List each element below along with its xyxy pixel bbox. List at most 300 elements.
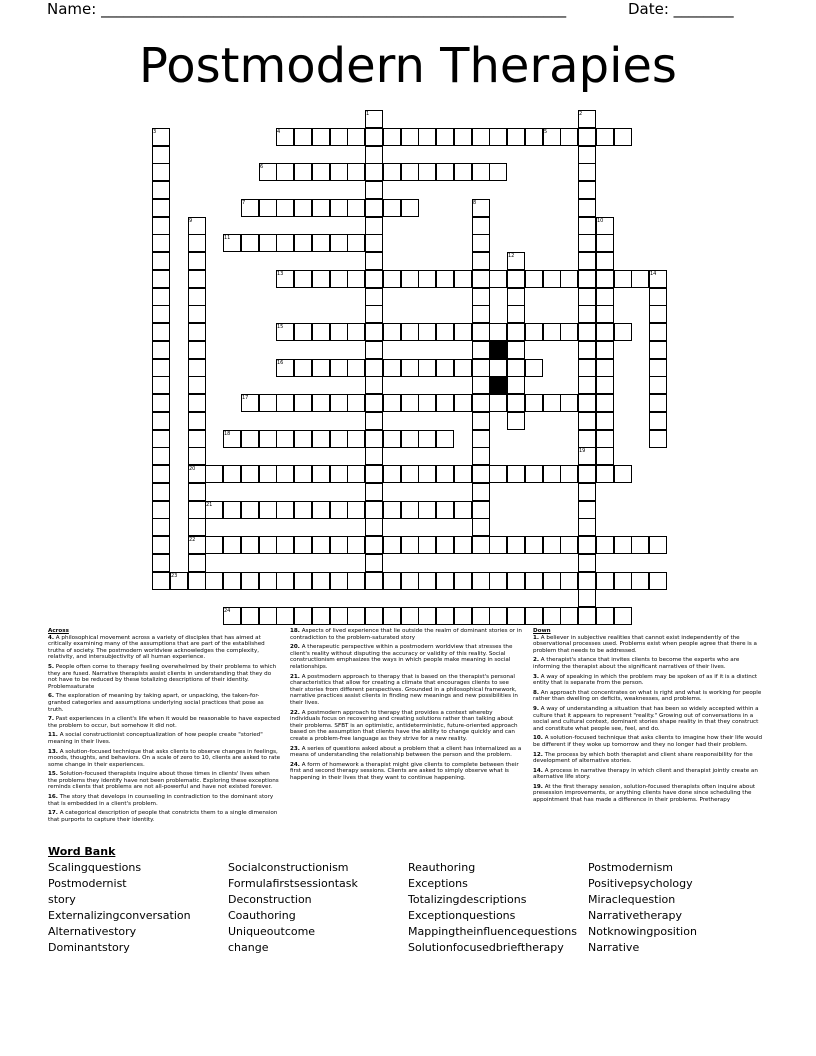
grid-cell[interactable] (188, 554, 206, 572)
grid-cell[interactable] (436, 501, 454, 519)
grid-cell[interactable] (578, 234, 596, 252)
grid-cell[interactable] (578, 252, 596, 270)
grid-cell[interactable] (276, 465, 294, 483)
grid-cell[interactable] (578, 359, 596, 377)
grid-cell[interactable] (347, 199, 365, 217)
grid-cell[interactable] (152, 288, 170, 306)
grid-cell[interactable] (347, 536, 365, 554)
grid-cell[interactable] (259, 501, 277, 519)
grid-cell[interactable] (649, 430, 667, 448)
grid-cell[interactable] (152, 217, 170, 235)
grid-cell[interactable] (188, 305, 206, 323)
grid-cell[interactable] (472, 270, 490, 288)
grid-cell[interactable] (188, 483, 206, 501)
grid-cell[interactable] (294, 430, 312, 448)
grid-cell[interactable] (472, 252, 490, 270)
grid-cell[interactable] (152, 146, 170, 164)
grid-cell[interactable] (401, 501, 419, 519)
grid-cell[interactable] (436, 323, 454, 341)
grid-cell[interactable] (152, 163, 170, 181)
grid-cell[interactable] (472, 430, 490, 448)
grid-cell[interactable] (152, 483, 170, 501)
grid-cell[interactable] (472, 483, 490, 501)
grid-cell[interactable] (489, 607, 507, 625)
grid-cell[interactable] (489, 359, 507, 377)
grid-cell[interactable] (347, 607, 365, 625)
grid-cell[interactable] (383, 394, 401, 412)
grid-cell[interactable] (472, 128, 490, 146)
grid-cell[interactable] (152, 234, 170, 252)
grid-cell[interactable] (205, 572, 223, 590)
grid-cell[interactable] (365, 146, 383, 164)
grid-cell[interactable] (383, 536, 401, 554)
grid-cell[interactable] (259, 199, 277, 217)
grid-cell[interactable] (294, 394, 312, 412)
grid-cell[interactable] (418, 128, 436, 146)
grid-cell[interactable] (241, 536, 259, 554)
grid-cell[interactable] (259, 465, 277, 483)
grid-cell[interactable] (223, 536, 241, 554)
grid-cell[interactable] (294, 572, 312, 590)
grid-cell[interactable] (188, 376, 206, 394)
grid-cell[interactable] (330, 359, 348, 377)
grid-cell[interactable] (365, 412, 383, 430)
grid-cell[interactable] (596, 412, 614, 430)
grid-cell[interactable] (418, 323, 436, 341)
grid-cell[interactable] (560, 323, 578, 341)
grid-cell[interactable] (560, 572, 578, 590)
grid-cell[interactable] (365, 217, 383, 235)
grid-cell[interactable] (365, 252, 383, 270)
grid-cell[interactable] (543, 536, 561, 554)
grid-cell[interactable] (507, 341, 525, 359)
grid-cell[interactable] (152, 554, 170, 572)
grid-cell[interactable] (312, 536, 330, 554)
grid-cell[interactable] (188, 288, 206, 306)
grid-cell[interactable] (276, 607, 294, 625)
grid-cell[interactable] (241, 430, 259, 448)
grid-cell[interactable] (418, 536, 436, 554)
grid-cell[interactable] (578, 181, 596, 199)
grid-cell[interactable] (152, 252, 170, 270)
grid-cell[interactable] (365, 199, 383, 217)
grid-cell[interactable] (223, 501, 241, 519)
grid-cell[interactable] (649, 288, 667, 306)
grid-cell[interactable] (649, 394, 667, 412)
grid-cell[interactable] (276, 234, 294, 252)
grid-cell[interactable] (489, 394, 507, 412)
grid-cell[interactable] (188, 412, 206, 430)
grid-cell[interactable] (347, 163, 365, 181)
grid-cell[interactable] (631, 572, 649, 590)
grid-cell[interactable] (330, 128, 348, 146)
grid-cell[interactable] (259, 430, 277, 448)
grid-cell[interactable] (401, 270, 419, 288)
grid-cell[interactable] (365, 430, 383, 448)
grid-cell[interactable] (525, 607, 543, 625)
grid-cell[interactable] (276, 394, 294, 412)
grid-cell[interactable] (152, 447, 170, 465)
grid-cell[interactable] (596, 270, 614, 288)
grid-cell[interactable] (436, 536, 454, 554)
grid-cell[interactable] (312, 199, 330, 217)
grid-cell[interactable] (472, 572, 490, 590)
grid-cell[interactable] (472, 536, 490, 554)
grid-cell[interactable] (365, 341, 383, 359)
grid-cell[interactable] (578, 430, 596, 448)
grid-cell[interactable] (472, 305, 490, 323)
grid-cell[interactable] (560, 607, 578, 625)
grid-cell[interactable] (330, 465, 348, 483)
grid-cell[interactable] (365, 234, 383, 252)
grid-cell[interactable] (596, 234, 614, 252)
grid-cell[interactable] (294, 465, 312, 483)
grid-cell[interactable] (152, 501, 170, 519)
grid-cell[interactable] (383, 163, 401, 181)
grid-cell[interactable] (365, 305, 383, 323)
grid-cell[interactable] (241, 501, 259, 519)
grid-cell[interactable] (401, 536, 419, 554)
grid-cell[interactable] (259, 394, 277, 412)
grid-cell[interactable] (543, 572, 561, 590)
grid-cell[interactable] (578, 572, 596, 590)
grid-cell[interactable] (507, 607, 525, 625)
grid-cell[interactable] (152, 341, 170, 359)
grid-cell[interactable] (312, 128, 330, 146)
grid-cell[interactable] (241, 465, 259, 483)
grid-cell[interactable] (596, 305, 614, 323)
grid-cell[interactable] (259, 572, 277, 590)
grid-cell[interactable] (276, 163, 294, 181)
grid-cell[interactable] (649, 572, 667, 590)
grid-cell[interactable] (188, 323, 206, 341)
grid-cell[interactable] (649, 323, 667, 341)
grid-cell[interactable] (347, 572, 365, 590)
grid-cell[interactable] (347, 323, 365, 341)
grid-cell[interactable] (578, 199, 596, 217)
grid-cell[interactable] (418, 430, 436, 448)
grid-cell[interactable] (383, 465, 401, 483)
grid-cell[interactable] (507, 394, 525, 412)
grid-cell[interactable] (649, 376, 667, 394)
grid-cell[interactable] (560, 270, 578, 288)
grid-cell[interactable] (418, 607, 436, 625)
grid-cell[interactable] (578, 518, 596, 536)
grid-cell[interactable] (401, 394, 419, 412)
grid-cell[interactable] (578, 412, 596, 430)
grid-cell[interactable] (649, 412, 667, 430)
grid-cell[interactable] (454, 359, 472, 377)
grid-cell[interactable] (188, 572, 206, 590)
grid-cell[interactable] (294, 607, 312, 625)
grid-cell[interactable] (401, 359, 419, 377)
grid-cell[interactable] (347, 430, 365, 448)
grid-cell[interactable] (578, 146, 596, 164)
grid-cell[interactable] (578, 465, 596, 483)
grid-cell[interactable] (454, 572, 472, 590)
grid-cell[interactable] (489, 270, 507, 288)
grid-cell[interactable] (312, 607, 330, 625)
grid-cell[interactable] (347, 359, 365, 377)
grid-cell[interactable] (596, 323, 614, 341)
grid-cell[interactable] (188, 501, 206, 519)
grid-cell[interactable] (543, 270, 561, 288)
grid-cell[interactable] (631, 270, 649, 288)
grid-cell[interactable] (489, 536, 507, 554)
grid-cell[interactable] (330, 394, 348, 412)
grid-cell[interactable] (330, 536, 348, 554)
grid-cell[interactable] (347, 465, 365, 483)
grid-cell[interactable] (365, 323, 383, 341)
grid-cell[interactable] (188, 341, 206, 359)
grid-cell[interactable] (507, 536, 525, 554)
grid-cell[interactable] (578, 394, 596, 412)
grid-cell[interactable] (489, 323, 507, 341)
grid-cell[interactable] (596, 607, 614, 625)
grid-cell[interactable] (259, 536, 277, 554)
grid-cell[interactable] (330, 323, 348, 341)
grid-cell[interactable] (347, 128, 365, 146)
grid-cell[interactable] (383, 572, 401, 590)
grid-cell[interactable] (365, 554, 383, 572)
grid-cell[interactable] (596, 447, 614, 465)
grid-cell[interactable] (525, 572, 543, 590)
grid-cell[interactable] (401, 430, 419, 448)
grid-cell[interactable] (330, 430, 348, 448)
grid-cell[interactable] (649, 305, 667, 323)
grid-cell[interactable] (365, 288, 383, 306)
grid-cell[interactable] (152, 518, 170, 536)
grid-cell[interactable] (472, 607, 490, 625)
grid-cell[interactable] (454, 163, 472, 181)
grid-cell[interactable] (596, 376, 614, 394)
grid-cell[interactable] (507, 572, 525, 590)
grid-cell[interactable] (614, 465, 632, 483)
grid-cell[interactable] (188, 359, 206, 377)
grid-cell[interactable] (418, 501, 436, 519)
grid-cell[interactable] (401, 128, 419, 146)
grid-cell[interactable] (347, 394, 365, 412)
grid-cell[interactable] (454, 270, 472, 288)
grid-cell[interactable] (276, 572, 294, 590)
grid-cell[interactable] (436, 572, 454, 590)
grid-cell[interactable] (312, 501, 330, 519)
grid-cell[interactable] (560, 536, 578, 554)
grid-cell[interactable] (383, 430, 401, 448)
grid-cell[interactable] (347, 234, 365, 252)
grid-cell[interactable] (347, 501, 365, 519)
grid-cell[interactable] (454, 465, 472, 483)
grid-cell[interactable] (365, 376, 383, 394)
grid-cell[interactable] (489, 128, 507, 146)
grid-cell[interactable] (365, 163, 383, 181)
grid-cell[interactable] (507, 305, 525, 323)
grid-cell[interactable] (312, 163, 330, 181)
grid-cell[interactable] (525, 359, 543, 377)
grid-cell[interactable] (330, 270, 348, 288)
grid-cell[interactable] (365, 447, 383, 465)
grid-cell[interactable] (507, 412, 525, 430)
grid-cell[interactable] (365, 483, 383, 501)
grid-cell[interactable] (330, 234, 348, 252)
grid-cell[interactable] (312, 394, 330, 412)
grid-cell[interactable] (383, 607, 401, 625)
grid-cell[interactable] (614, 607, 632, 625)
grid-cell[interactable] (205, 536, 223, 554)
grid-cell[interactable] (276, 199, 294, 217)
grid-cell[interactable] (152, 536, 170, 554)
grid-cell[interactable] (294, 128, 312, 146)
grid-cell[interactable] (507, 270, 525, 288)
grid-cell[interactable] (365, 607, 383, 625)
grid-cell[interactable] (259, 607, 277, 625)
grid-cell[interactable] (631, 536, 649, 554)
grid-cell[interactable] (188, 252, 206, 270)
grid-cell[interactable] (543, 465, 561, 483)
grid-cell[interactable] (472, 323, 490, 341)
grid-cell[interactable] (330, 607, 348, 625)
grid-cell[interactable] (454, 323, 472, 341)
grid-cell[interactable] (365, 572, 383, 590)
grid-cell[interactable] (596, 359, 614, 377)
grid-cell[interactable] (152, 181, 170, 199)
grid-cell[interactable] (152, 270, 170, 288)
grid-cell[interactable] (578, 163, 596, 181)
grid-cell[interactable] (596, 465, 614, 483)
grid-cell[interactable] (365, 128, 383, 146)
grid-cell[interactable] (436, 394, 454, 412)
grid-cell[interactable] (152, 394, 170, 412)
grid-cell[interactable] (436, 163, 454, 181)
grid-cell[interactable] (454, 501, 472, 519)
grid-cell[interactable] (472, 447, 490, 465)
grid-cell[interactable] (596, 430, 614, 448)
grid-cell[interactable] (560, 465, 578, 483)
grid-cell[interactable] (294, 163, 312, 181)
grid-cell[interactable] (365, 270, 383, 288)
grid-cell[interactable] (578, 288, 596, 306)
grid-cell[interactable] (276, 536, 294, 554)
grid-cell[interactable] (223, 572, 241, 590)
grid-cell[interactable] (454, 128, 472, 146)
grid-cell[interactable] (649, 341, 667, 359)
grid-cell[interactable] (543, 323, 561, 341)
grid-cell[interactable] (383, 323, 401, 341)
grid-cell[interactable] (454, 394, 472, 412)
grid-cell[interactable] (294, 501, 312, 519)
grid-cell[interactable] (560, 128, 578, 146)
grid-cell[interactable] (436, 430, 454, 448)
grid-cell[interactable] (578, 536, 596, 554)
grid-cell[interactable] (312, 465, 330, 483)
grid-cell[interactable] (472, 163, 490, 181)
grid-cell[interactable] (436, 607, 454, 625)
grid-cell[interactable] (365, 465, 383, 483)
grid-cell[interactable] (152, 199, 170, 217)
grid-cell[interactable] (330, 199, 348, 217)
grid-cell[interactable] (205, 465, 223, 483)
grid-cell[interactable] (312, 270, 330, 288)
grid-cell[interactable] (525, 536, 543, 554)
grid-cell[interactable] (489, 465, 507, 483)
grid-cell[interactable] (560, 394, 578, 412)
grid-cell[interactable] (330, 501, 348, 519)
grid-cell[interactable] (596, 288, 614, 306)
grid-cell[interactable] (383, 501, 401, 519)
grid-cell[interactable] (525, 465, 543, 483)
grid-cell[interactable] (418, 394, 436, 412)
grid-cell[interactable] (152, 465, 170, 483)
grid-cell[interactable] (507, 128, 525, 146)
grid-cell[interactable] (596, 572, 614, 590)
grid-cell[interactable] (188, 430, 206, 448)
grid-cell[interactable] (152, 430, 170, 448)
grid-cell[interactable] (596, 536, 614, 554)
grid-cell[interactable] (472, 288, 490, 306)
grid-cell[interactable] (578, 217, 596, 235)
grid-cell[interactable] (401, 607, 419, 625)
grid-cell[interactable] (472, 501, 490, 519)
grid-cell[interactable] (188, 270, 206, 288)
grid-cell[interactable] (330, 163, 348, 181)
grid-cell[interactable] (578, 501, 596, 519)
grid-cell[interactable] (472, 518, 490, 536)
grid-cell[interactable] (276, 430, 294, 448)
grid-cell[interactable] (365, 394, 383, 412)
grid-cell[interactable] (347, 270, 365, 288)
grid-cell[interactable] (312, 234, 330, 252)
grid-cell[interactable] (525, 128, 543, 146)
grid-cell[interactable] (472, 341, 490, 359)
grid-cell[interactable] (578, 341, 596, 359)
grid-cell[interactable] (614, 572, 632, 590)
grid-cell[interactable] (188, 234, 206, 252)
grid-cell[interactable] (401, 199, 419, 217)
grid-cell[interactable] (578, 589, 596, 607)
grid-cell[interactable] (578, 270, 596, 288)
grid-cell[interactable] (259, 234, 277, 252)
grid-cell[interactable] (454, 607, 472, 625)
grid-cell[interactable] (401, 163, 419, 181)
grid-cell[interactable] (418, 359, 436, 377)
grid-cell[interactable] (472, 217, 490, 235)
grid-cell[interactable] (418, 163, 436, 181)
grid-cell[interactable] (365, 501, 383, 519)
grid-cell[interactable] (525, 270, 543, 288)
grid-cell[interactable] (330, 572, 348, 590)
grid-cell[interactable] (383, 359, 401, 377)
grid-cell[interactable] (152, 359, 170, 377)
grid-cell[interactable] (525, 323, 543, 341)
grid-cell[interactable] (188, 447, 206, 465)
grid-cell[interactable] (578, 554, 596, 572)
grid-cell[interactable] (596, 394, 614, 412)
grid-cell[interactable] (401, 323, 419, 341)
grid-cell[interactable] (507, 465, 525, 483)
grid-cell[interactable] (436, 128, 454, 146)
grid-cell[interactable] (507, 376, 525, 394)
grid-cell[interactable] (489, 572, 507, 590)
grid-cell[interactable] (294, 270, 312, 288)
grid-cell[interactable] (152, 376, 170, 394)
grid-cell[interactable] (525, 394, 543, 412)
grid-cell[interactable] (152, 305, 170, 323)
grid-cell[interactable] (365, 536, 383, 554)
grid-cell[interactable] (152, 572, 170, 590)
grid-cell[interactable] (472, 359, 490, 377)
grid-cell[interactable] (649, 359, 667, 377)
grid-cell[interactable] (312, 572, 330, 590)
